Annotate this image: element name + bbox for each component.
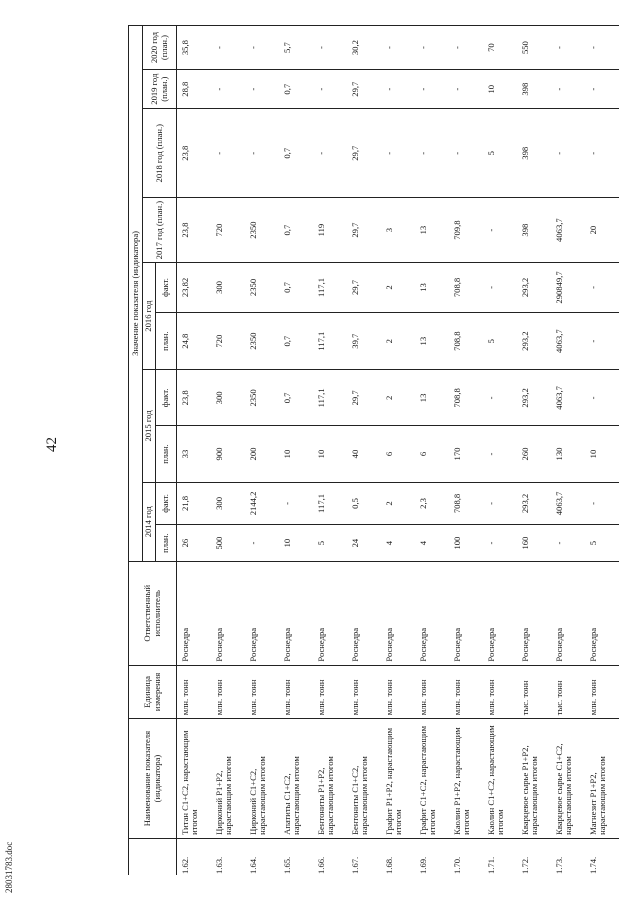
value-2018-plan: 23,8 <box>177 109 212 198</box>
value-2015-fact: - <box>483 370 517 426</box>
value-2016-fact: 2350 <box>245 262 279 312</box>
table-row <box>279 26 313 876</box>
responsible-cell: Роснедра <box>211 561 245 665</box>
unit-cell: млн. тонн <box>449 665 483 719</box>
value-2017-plan: 709,8 <box>449 198 483 263</box>
value-2015-fact: 2 <box>381 370 415 426</box>
value-2020-plan: - <box>381 26 415 70</box>
value-2014-fact: 2144,2 <box>245 482 279 525</box>
value-2016-fact: 293,2 <box>517 262 551 312</box>
row-number: 1.63. <box>211 838 245 875</box>
value-2014-plan: 26 <box>177 525 212 562</box>
value-2014-plan: 100 <box>449 525 483 562</box>
value-2014-plan: 4 <box>415 525 449 562</box>
value-2014-fact: 293,2 <box>517 482 551 525</box>
value-2014-plan: - <box>245 525 279 562</box>
unit-cell: млн. тонн <box>381 665 415 719</box>
value-2019-plan: - <box>381 70 415 109</box>
value-2015-plan: 33 <box>177 426 212 482</box>
page-number: 42 <box>44 437 60 452</box>
value-2015-plan: 40 <box>347 426 381 482</box>
value-2018-plan: - <box>551 109 585 198</box>
unit-cell: млн. тонн <box>177 665 212 719</box>
header-name: Наименование показателя (индикатора) <box>129 719 177 839</box>
value-2017-plan: 23,8 <box>177 198 212 263</box>
header-2019: 2019 год (план.) <box>143 70 177 109</box>
indicator-name: Графит Р1+Р2, нарастающим итогом <box>381 719 415 839</box>
value-2019-plan: 0,7 <box>279 70 313 109</box>
table-row <box>177 26 212 876</box>
value-2017-plan: 720 <box>211 198 245 263</box>
value-2018-plan: - <box>211 109 245 198</box>
value-2016-fact: 300 <box>211 262 245 312</box>
value-2019-plan: - <box>415 70 449 109</box>
indicator-name: Бентониты С1+С2, нарастающим итогом <box>347 719 381 839</box>
value-2020-plan: 550 <box>517 26 551 70</box>
value-2017-plan: 398 <box>517 198 551 263</box>
indicator-name: Титан С1+С2, нарастающим итогом <box>177 719 212 839</box>
value-2018-plan: 29,7 <box>347 109 381 198</box>
value-2016-fact: - <box>585 262 619 312</box>
indicator-name: Каолин С1+С2, нарастающим итогом <box>483 719 517 839</box>
value-2020-plan: 70 <box>483 26 517 70</box>
value-2015-fact: - <box>585 370 619 426</box>
header-2020: 2020 год (план.) <box>143 26 177 70</box>
value-2014-fact: 2 <box>381 482 415 525</box>
value-2019-plan: - <box>551 70 585 109</box>
value-2016-plan: 117,1 <box>313 312 347 369</box>
value-2015-plan: 10 <box>313 426 347 482</box>
value-2019-plan: - <box>313 70 347 109</box>
responsible-cell: Роснедра <box>551 561 585 665</box>
unit-cell: тыс. тонн <box>517 665 551 719</box>
value-2016-plan: 708,8 <box>449 312 483 369</box>
responsible-cell: Роснедра <box>279 561 313 665</box>
value-2014-plan: 500 <box>211 525 245 562</box>
table-row <box>415 26 449 876</box>
value-2020-plan: - <box>313 26 347 70</box>
value-2017-plan: 13 <box>415 198 449 263</box>
value-2014-plan: 24 <box>347 525 381 562</box>
row-number: 1.66. <box>313 838 347 875</box>
value-2018-plan: 398 <box>517 109 551 198</box>
value-2014-fact: - <box>483 482 517 525</box>
value-2014-fact: 2,3 <box>415 482 449 525</box>
row-number: 1.64. <box>245 838 279 875</box>
table-row <box>381 26 415 876</box>
header-2016: 2016 год <box>143 262 156 369</box>
unit-cell: млн. тонн <box>211 665 245 719</box>
value-2017-plan: 20 <box>585 198 619 263</box>
header-number <box>129 838 177 875</box>
indicator-name: Кварцевое сырье С1+С2, нарастающим итогом <box>551 719 585 839</box>
value-2018-plan: 0,7 <box>279 109 313 198</box>
value-2017-plan: 0,7 <box>279 198 313 263</box>
value-2016-fact: 290849,7 <box>551 262 585 312</box>
responsible-cell: Роснедра <box>177 561 212 665</box>
responsible-cell: Роснедра <box>449 561 483 665</box>
value-2016-fact: - <box>483 262 517 312</box>
value-2014-fact: - <box>279 482 313 525</box>
value-2020-plan: - <box>551 26 585 70</box>
value-2015-plan: 900 <box>211 426 245 482</box>
indicator-table <box>128 25 619 875</box>
responsible-cell: Роснедра <box>381 561 415 665</box>
table-row <box>211 26 245 876</box>
indicator-name: Цирконий С1+С2, нарастающим итогом <box>245 719 279 839</box>
responsible-cell: Роснедра <box>415 561 449 665</box>
value-2020-plan: 30,2 <box>347 26 381 70</box>
value-2019-plan: - <box>245 70 279 109</box>
header-2015-fact: факт. <box>156 370 177 426</box>
table-header <box>129 26 177 876</box>
value-2014-fact: 117,1 <box>313 482 347 525</box>
unit-cell: тыс. тонн <box>551 665 585 719</box>
value-2014-plan: - <box>551 525 585 562</box>
header-2018: 2018 год (план.) <box>143 109 177 198</box>
header-2014-plan: план. <box>156 525 177 562</box>
header-2017: 2017 год (план.) <box>143 198 177 263</box>
responsible-cell: Роснедра <box>517 561 551 665</box>
responsible-cell: Роснедра <box>245 561 279 665</box>
indicator-name: Графит С1+С2, нарастающим итогом <box>415 719 449 839</box>
value-2015-plan: 170 <box>449 426 483 482</box>
table-row <box>585 26 619 876</box>
value-2016-fact: 0,7 <box>279 262 313 312</box>
value-2018-plan: 5 <box>483 109 517 198</box>
value-2015-plan: 6 <box>381 426 415 482</box>
value-2014-fact: 21,8 <box>177 482 212 525</box>
value-2016-fact: 23,82 <box>177 262 212 312</box>
value-2019-plan: - <box>449 70 483 109</box>
value-2016-plan: 39,7 <box>347 312 381 369</box>
value-2015-plan: 260 <box>517 426 551 482</box>
row-number: 1.72. <box>517 838 551 875</box>
value-2014-plan: 5 <box>585 525 619 562</box>
value-2020-plan: 5,7 <box>279 26 313 70</box>
value-2020-plan: - <box>415 26 449 70</box>
unit-cell: млн. тонн <box>347 665 381 719</box>
value-2014-plan: 10 <box>279 525 313 562</box>
indicator-name: Цирконий Р1+Р2, нарастающим итогом <box>211 719 245 839</box>
table-row <box>347 26 381 876</box>
value-2016-fact: 708,8 <box>449 262 483 312</box>
responsible-cell: Роснедра <box>585 561 619 665</box>
value-2020-plan: 35,8 <box>177 26 212 70</box>
indicator-name: Апатиты С1+С2, нарастающим итогом <box>279 719 313 839</box>
header-2014: 2014 год <box>143 482 156 561</box>
indicator-name: Бентониты Р1+Р2, нарастающим итогом <box>313 719 347 839</box>
value-2015-fact: 300 <box>211 370 245 426</box>
table-body <box>177 26 620 876</box>
value-2016-fact: 13 <box>415 262 449 312</box>
table-row <box>245 26 279 876</box>
value-2015-fact: 708,8 <box>449 370 483 426</box>
value-2019-plan: 10 <box>483 70 517 109</box>
table-row <box>483 26 517 876</box>
table-row <box>551 26 585 876</box>
value-2015-fact: 29,7 <box>347 370 381 426</box>
value-2014-fact: 4063,7 <box>551 482 585 525</box>
responsible-cell: Роснедра <box>483 561 517 665</box>
value-2018-plan: - <box>245 109 279 198</box>
value-2019-plan: 398 <box>517 70 551 109</box>
value-2016-plan: 5 <box>483 312 517 369</box>
row-number: 1.68. <box>381 838 415 875</box>
value-2015-plan: 10 <box>279 426 313 482</box>
unit-cell: млн. тонн <box>245 665 279 719</box>
row-number: 1.62. <box>177 838 212 875</box>
value-2014-fact: 300 <box>211 482 245 525</box>
document-code: 28031783.doc <box>4 841 14 893</box>
value-2015-plan: - <box>483 426 517 482</box>
row-number: 1.73. <box>551 838 585 875</box>
value-2016-plan: 13 <box>415 312 449 369</box>
indicator-name: Магнезит Р1+Р2, нарастающим итогом <box>585 719 619 839</box>
value-2017-plan: 4063,7 <box>551 198 585 263</box>
value-2016-plan: 293,2 <box>517 312 551 369</box>
value-2015-plan: 10 <box>585 426 619 482</box>
value-2017-plan: - <box>483 198 517 263</box>
value-2015-plan: 200 <box>245 426 279 482</box>
row-number: 1.67. <box>347 838 381 875</box>
value-2015-fact: 23,8 <box>177 370 212 426</box>
value-2018-plan: - <box>449 109 483 198</box>
value-2018-plan: - <box>585 109 619 198</box>
value-2016-fact: 2 <box>381 262 415 312</box>
row-number: 1.71. <box>483 838 517 875</box>
value-2016-plan: - <box>585 312 619 369</box>
value-2020-plan: - <box>585 26 619 70</box>
value-2019-plan: 28,8 <box>177 70 212 109</box>
unit-cell: млн. тонн <box>279 665 313 719</box>
value-2014-fact: 708,8 <box>449 482 483 525</box>
value-2015-fact: 4063,7 <box>551 370 585 426</box>
row-number: 1.74. <box>585 838 619 875</box>
value-2016-plan: 4063,7 <box>551 312 585 369</box>
value-2019-plan: - <box>585 70 619 109</box>
value-2016-fact: 117,1 <box>313 262 347 312</box>
header-2015-plan: план. <box>156 426 177 482</box>
value-2014-plan: - <box>483 525 517 562</box>
value-2020-plan: - <box>449 26 483 70</box>
value-2015-fact: 293,2 <box>517 370 551 426</box>
value-2016-plan: 24,8 <box>177 312 212 369</box>
unit-cell: млн. тонн <box>313 665 347 719</box>
value-2015-plan: 6 <box>415 426 449 482</box>
indicator-name: Каолин Р1+Р2, нарастающим итогом <box>449 719 483 839</box>
value-2019-plan: - <box>211 70 245 109</box>
value-2018-plan: - <box>415 109 449 198</box>
value-2020-plan: - <box>245 26 279 70</box>
value-2017-plan: 2350 <box>245 198 279 263</box>
value-2017-plan: 3 <box>381 198 415 263</box>
value-2015-fact: 117,1 <box>313 370 347 426</box>
header-indicator-group: Значение показателя (индикатора) <box>129 26 143 562</box>
unit-cell: млн. тонн <box>483 665 517 719</box>
value-2020-plan: - <box>211 26 245 70</box>
value-2016-plan: 720 <box>211 312 245 369</box>
value-2014-plan: 5 <box>313 525 347 562</box>
value-2016-plan: 2 <box>381 312 415 369</box>
value-2014-fact: - <box>585 482 619 525</box>
row-number: 1.69. <box>415 838 449 875</box>
value-2015-fact: 13 <box>415 370 449 426</box>
value-2014-plan: 4 <box>381 525 415 562</box>
row-number: 1.65. <box>279 838 313 875</box>
unit-cell: млн. тонн <box>415 665 449 719</box>
value-2015-plan: 130 <box>551 426 585 482</box>
header-responsible: Ответственный исполнитель <box>129 561 177 665</box>
value-2016-plan: 0,7 <box>279 312 313 369</box>
value-2016-plan: 2350 <box>245 312 279 369</box>
value-2018-plan: - <box>381 109 415 198</box>
value-2016-fact: 29,7 <box>347 262 381 312</box>
indicator-name: Кварцевое сырье Р1+Р2, нарастающим итогом <box>517 719 551 839</box>
unit-cell: млн. тонн <box>585 665 619 719</box>
table-row <box>313 26 347 876</box>
row-number: 1.70. <box>449 838 483 875</box>
responsible-cell: Роснедра <box>347 561 381 665</box>
value-2014-fact: 0,5 <box>347 482 381 525</box>
value-2017-plan: 29,7 <box>347 198 381 263</box>
header-2015: 2015 год <box>143 370 156 482</box>
header-2016-plan: план. <box>156 312 177 369</box>
value-2015-fact: 2350 <box>245 370 279 426</box>
table-row <box>449 26 483 876</box>
table-row <box>517 26 551 876</box>
header-2014-fact: факт. <box>156 482 177 525</box>
header-unit: Единица измерения <box>129 665 177 719</box>
responsible-cell: Роснедра <box>313 561 347 665</box>
header-2016-fact: факт. <box>156 262 177 312</box>
value-2014-plan: 160 <box>517 525 551 562</box>
value-2018-plan: - <box>313 109 347 198</box>
value-2015-fact: 0,7 <box>279 370 313 426</box>
value-2017-plan: 119 <box>313 198 347 263</box>
value-2019-plan: 29,7 <box>347 70 381 109</box>
